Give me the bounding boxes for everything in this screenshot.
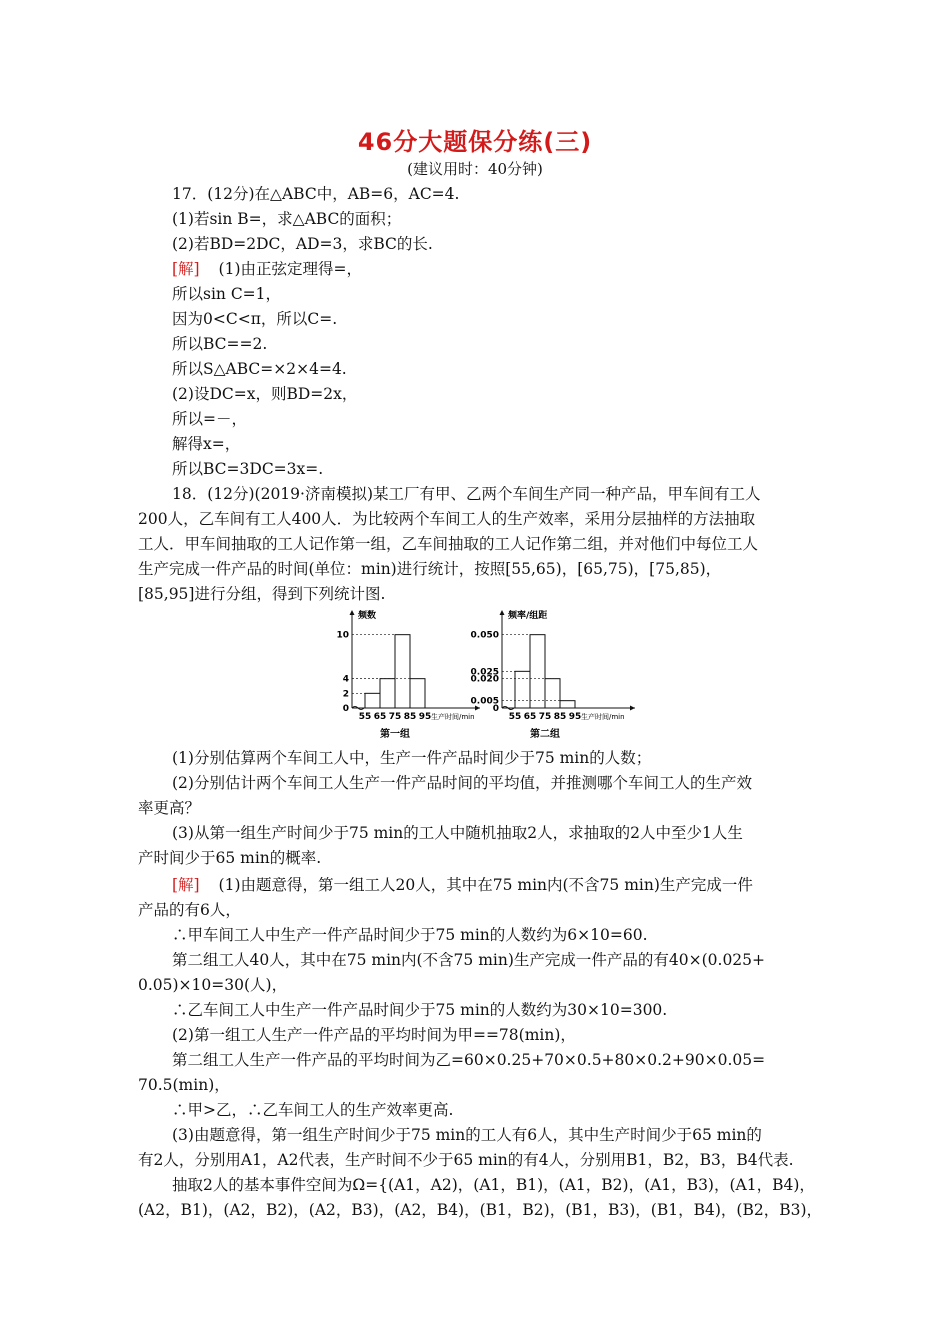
- histogram-bar: [530, 635, 545, 708]
- q17-line: 所以BC==2.: [172, 335, 268, 353]
- q18-sol-line: (3)由题意得，第一组生产时间少于75 min的工人有6人，其中生产时间少于65 min的: [172, 1126, 762, 1144]
- q18-line: 生产完成一件产品的时间(单位：min)进行统计，按照[55,65)，[65,75)，[75,85)，: [138, 560, 722, 578]
- y-tick-label: 0: [342, 704, 349, 714]
- histogram-bar: [380, 679, 395, 708]
- y-tick-label: 0.050: [470, 630, 499, 641]
- chart-title: 第一组: [380, 729, 410, 740]
- q17-sol1: (1)由正弦定理得=，: [218, 260, 362, 278]
- histogram-bar: [560, 701, 575, 708]
- q18-question: (1)分别估算两个车间工人中，生产一件产品时间少于75 min的人数；: [172, 749, 652, 767]
- q18-sol-line: 0.05)×10=30(人)，: [138, 976, 288, 994]
- y-axis-label: 频率/组距: [508, 611, 548, 621]
- y-axis-arrow: [500, 610, 505, 615]
- q18-sol0: (1)由题意得，第一组工人20人，其中在75 min内(不含75 min)生产完成一件: [218, 876, 753, 894]
- x-tick-label: 55: [508, 712, 522, 722]
- y-axis-arrow: [350, 610, 355, 615]
- q18-sol-line: (A2，B1)，(A2，B2)，(A2，B3)，(A2，B4)，(B1，B2)，(B1，B3)，(B1，B4)，(B2，B3)，: [138, 1201, 822, 1219]
- q18-question: (2)分别估计两个车间工人生产一件产品时间的平均值，并推测哪个车间工人的生产效: [172, 774, 752, 792]
- y-tick-label: 0.005: [470, 696, 499, 707]
- chart-title: 第二组: [530, 729, 560, 740]
- x-tick-label: 95: [418, 712, 432, 722]
- q18-line: [85,95]进行分组，得到下列统计图.: [138, 585, 386, 603]
- histogram-bar: [395, 635, 410, 708]
- q18-solution-start: [172, 875, 753, 895]
- q17-stem: 17．(12分)在△ABC中，AB=6，AC=4.: [172, 185, 460, 203]
- q17-line: 所以S△ABC=×2×4=4.: [172, 360, 347, 378]
- q17-line: 所以sin C=1，: [172, 285, 282, 303]
- q17-line: 所以=－，: [172, 410, 247, 428]
- histogram-bar: [365, 693, 380, 708]
- q17-line: 因为0<C<π，所以C=.: [172, 310, 338, 328]
- y-tick-label: 0: [492, 704, 499, 714]
- x-axis-arrow: [630, 706, 635, 711]
- x-tick-label: 95: [568, 712, 582, 722]
- q18-question: 产时间少于65 min的概率.: [138, 849, 322, 867]
- q17-part1: (1)若sin B=，求△ABC的面积；: [172, 210, 402, 228]
- y-tick-label: 10: [336, 630, 349, 641]
- q18-sol-line: 抽取2人的基本事件空间为Ω={(A1，A2)，(A1，B1)，(A1，B2)，(A1，B3)，(A1，B4)，: [172, 1176, 815, 1194]
- x-tick-label: 85: [553, 712, 567, 722]
- x-tick-label: 75: [538, 712, 552, 722]
- q18-sol-line: ∴乙车间工人中生产一件产品时间少于75 min的人数约为30×10=300.: [172, 1001, 668, 1019]
- q17-line: 所以BC=3DC=3x=.: [172, 460, 324, 478]
- x-tick-label: 55: [358, 712, 372, 722]
- page-subtitle: (建议用时：40分钟): [407, 160, 543, 178]
- x-axis-label: 生产时间/min: [431, 713, 475, 721]
- y-tick-label: 4: [342, 674, 349, 685]
- x-tick-label: 65: [373, 712, 387, 722]
- q18-question: 率更高？: [138, 799, 201, 817]
- y-tick-label: 0.025: [470, 667, 499, 678]
- q18-sol-line: (2)第一组工人生产一件产品的平均时间为甲==78(min)，: [172, 1026, 576, 1044]
- q18-line: 18．(12分)(2019·济南模拟)某工厂有甲、乙两个车间生产同一种产品，甲车间有工人: [172, 485, 761, 503]
- histogram-bar: [515, 671, 530, 708]
- q18-sol-line: 第二组工人生产一件产品的平均时间为乙=60×0.25+70×0.5+80×0.2+90×0.05=: [172, 1051, 766, 1069]
- q17-line: 解得x=，: [172, 435, 241, 453]
- solution-tag: [解]: [172, 876, 200, 894]
- histogram-bar: [410, 679, 425, 708]
- y-axis-label: 频数: [358, 611, 377, 621]
- q18-line: 200人，乙车间有工人400人．为比较两个车间工人的生产效率，采用分层抽样的方法抽取: [138, 510, 756, 528]
- q18-sol-line: 第二组工人40人，其中在75 min内(不含75 min)生产完成一件产品的有40×(0.025+: [172, 951, 766, 969]
- q18-line: 工人．甲车间抽取的工人记作第一组，乙车间抽取的工人记作第二组，并对他们中每位工人: [138, 535, 759, 553]
- histogram-figure: [330, 606, 650, 742]
- histogram-svg: [330, 606, 650, 742]
- x-tick-label: 65: [523, 712, 537, 722]
- q18-question: (3)从第一组生产时间少于75 min的工人中随机抽取2人，求抽取的2人中至少1人生: [172, 824, 743, 842]
- y-tick-label: 0.020: [470, 674, 499, 685]
- q18-sol-line: ∴甲车间工人中生产一件产品时间少于75 min的人数约为6×10=60.: [172, 926, 648, 944]
- q18-sol-line: ∴甲>乙，∴乙车间工人的生产效率更高.: [172, 1101, 454, 1119]
- q18-sol-line: 有2人，分别用A1，A2代表，生产时间不少于65 min的有4人，分别用B1，B2，B3，B4代表.: [138, 1151, 794, 1169]
- q17-solution-start: [172, 259, 362, 279]
- x-axis-label: 生产时间/min: [581, 713, 625, 721]
- q18-sol-line: 产品的有6人，: [138, 901, 241, 919]
- x-tick-label: 85: [403, 712, 417, 722]
- histogram-bar: [545, 679, 560, 708]
- x-tick-label: 75: [388, 712, 402, 722]
- q17-part2: (2)若BD=2DC，AD=3，求BC的长.: [172, 235, 433, 253]
- y-tick-label: 2: [342, 689, 349, 700]
- solution-tag: [解]: [172, 260, 200, 278]
- q18-sol-line: 70.5(min)，: [138, 1076, 230, 1094]
- page-title: 46分大题保分练(三): [357, 128, 593, 156]
- q17-line: (2)设DC=x，则BD=2x，: [172, 385, 358, 403]
